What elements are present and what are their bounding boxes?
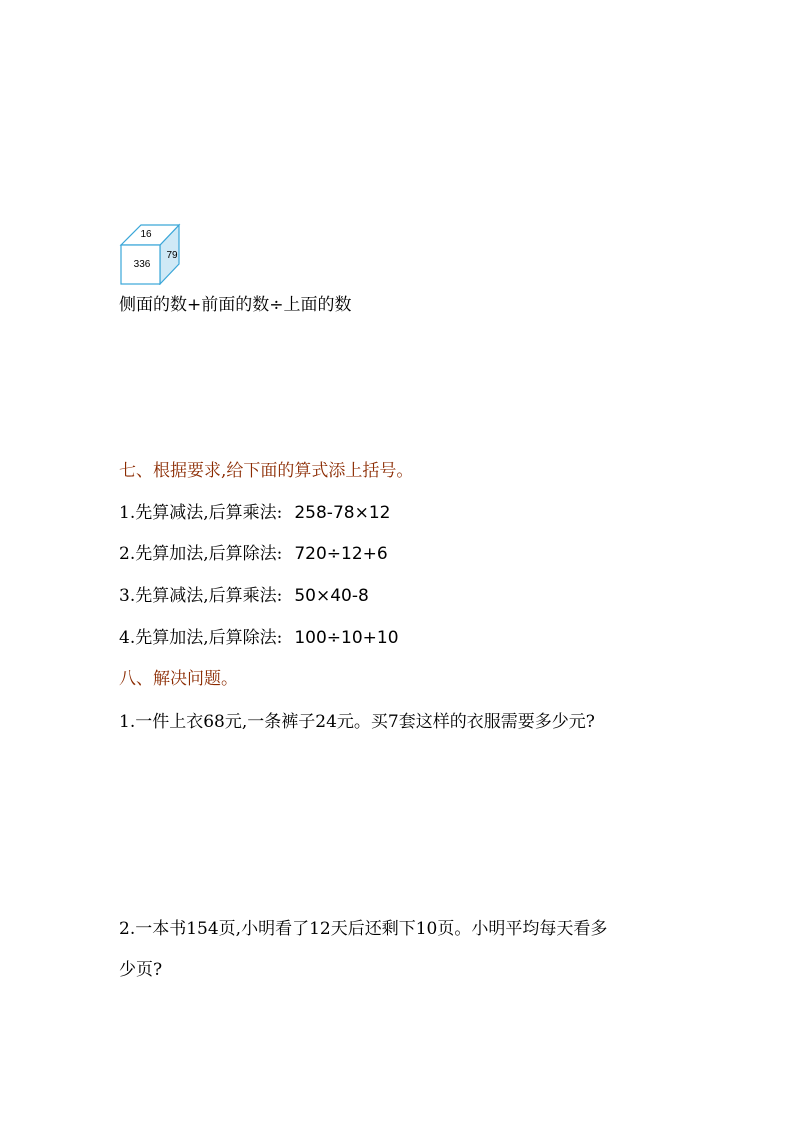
cube-top-value: 16 — [140, 229, 152, 240]
item-label: 3.先算减法,后算乘法: — [119, 586, 283, 606]
section7-item-2 — [119, 542, 388, 566]
section7-title: 七、根据要求,给下面的算式添上括号。 — [119, 461, 414, 481]
question-2-line-2: 少页? — [119, 960, 163, 980]
cube-front-value: 336 — [133, 259, 151, 270]
section7-item-4 — [119, 626, 399, 650]
item-expression: 720÷12+6 — [294, 544, 388, 564]
item-label: 4.先算加法,后算除法: — [119, 628, 283, 648]
section8-title: 八、解决问题。 — [119, 669, 238, 689]
item-expression: 258-78×12 — [294, 503, 391, 523]
cube-figure — [119, 221, 183, 285]
question-1: 1.一件上衣68元,一条裤子24元。买7套这样的衣服需要多少元? — [119, 712, 595, 732]
item-expression: 50×40-8 — [294, 586, 369, 606]
item-label: 2.先算加法,后算除法: — [119, 544, 283, 564]
cube-side-value: 79 — [166, 250, 178, 261]
item-label: 1.先算减法,后算乘法: — [119, 503, 283, 523]
section7-item-3 — [119, 584, 369, 608]
question-2-line-1: 2.一本书154页,小明看了12天后还剩下10页。小明平均每天看多 — [119, 919, 608, 939]
item-expression: 100÷10+10 — [294, 628, 399, 648]
section7-item-1 — [119, 501, 390, 525]
cube-caption: 侧面的数+前面的数÷上面的数 — [119, 295, 352, 315]
